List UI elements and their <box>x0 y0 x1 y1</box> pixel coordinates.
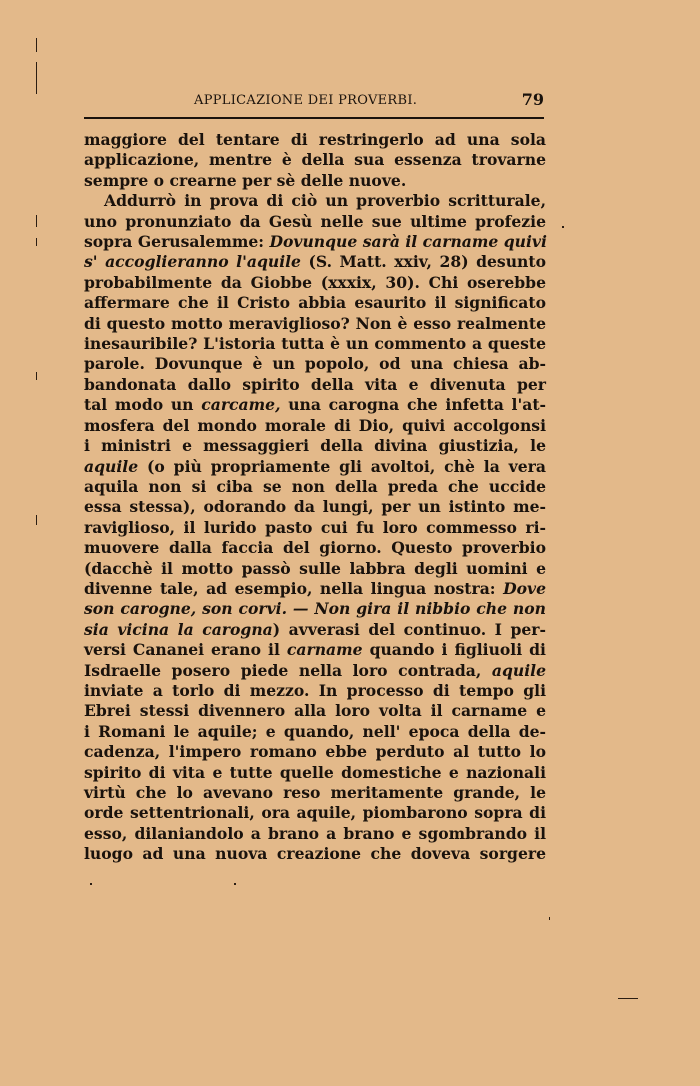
text-line <box>84 783 546 803</box>
margin-mark <box>36 38 37 52</box>
page-header <box>84 88 544 118</box>
italic-text: carname <box>286 640 363 660</box>
text-run: inviate a torlo di mezzo. In processo di tempo gli <box>84 680 546 700</box>
text-run: ) avverasi del continuo. I per- <box>272 619 546 639</box>
text-line <box>84 395 546 415</box>
speck <box>90 883 92 885</box>
text-line <box>84 518 546 538</box>
text-run: cadenza, l'impero romano ebbe perduto al tutto lo <box>84 742 546 762</box>
margin-mark <box>36 515 37 525</box>
text-run: applicazione, mentre è della sua essenza trovarne <box>84 150 546 170</box>
text-line <box>84 599 546 619</box>
text-run: luogo ad una nuova creazione che doveva sorgere <box>84 844 546 864</box>
text-run: Ebrei stessi divennero alla loro volta il carname e <box>84 701 546 721</box>
text-run: tal modo un <box>84 395 202 415</box>
text-line <box>84 844 546 864</box>
text-run: una carogna che infetta l'at- <box>280 395 546 415</box>
text-run: (S. Matt. xxiv, 28) desunto <box>300 252 546 272</box>
text-line <box>84 742 546 762</box>
text-line <box>84 620 546 640</box>
text-run: orde settentrionali, ora aquile, piombarono sopra di <box>84 803 546 823</box>
header-rule <box>84 117 544 119</box>
text-line <box>84 252 546 272</box>
text-run: Isdraelle posero piede nella loro contrada, <box>84 660 492 680</box>
margin-mark <box>36 238 37 246</box>
text-run: essa stessa), odorando da lungi, per un istinto me- <box>84 497 546 517</box>
text-run: inesauribile? L'istoria tutta è un commento a queste <box>84 334 546 354</box>
text-run: maggiore del tentare di restringerlo ad una sola <box>84 130 546 149</box>
margin-mark <box>36 215 37 227</box>
text-run: Addurrò in prova di ciò un proverbio scritturale, <box>104 191 546 211</box>
margin-mark <box>36 62 37 94</box>
text-run: di questo motto meraviglioso? Non è esso realmente <box>84 313 546 333</box>
text-run: parole. Dovunque è un popolo, od una chiesa ab- <box>84 354 546 374</box>
text-run: muovere dalla faccia del giorno. Questo proverbio <box>84 538 546 558</box>
text-line <box>84 640 546 660</box>
text-line <box>84 661 546 681</box>
italic-text: s' accoglieranno l'aquile <box>84 252 301 272</box>
text-run: (o più propriamente gli avoltoi, chè la vera <box>138 456 546 476</box>
text-line <box>84 457 546 477</box>
text-line <box>84 579 546 599</box>
speck <box>549 917 550 920</box>
text-run: bandonata dallo spirito della vita e divenuta per <box>84 374 546 394</box>
text-line <box>84 293 546 313</box>
text-line <box>84 354 546 374</box>
text-run: quando i figliuoli di <box>362 640 546 660</box>
text-run: virtù che lo avevano reso meritamente grande, le <box>84 783 546 802</box>
text-line <box>84 538 546 558</box>
margin-dash <box>618 998 638 999</box>
text-run: probabilmente da Giobbe (xxxix, 30). Chi oserebbe <box>84 272 546 292</box>
text-line <box>84 824 546 844</box>
italic-text: aquile <box>84 456 139 476</box>
text-line <box>84 334 546 354</box>
text-line <box>84 722 546 742</box>
text-run: versi Cananei erano il <box>84 640 287 660</box>
italic-text: Dovunque sarà il carname quivi <box>269 232 547 252</box>
text-run: esso, dilaniandolo a brano a brano e sgombrando il <box>84 823 546 843</box>
italic-text: son carogne, son corvi. — Non gira il nibbio che non <box>84 599 546 619</box>
text-line <box>84 191 546 211</box>
italic-text: aquile <box>491 660 546 680</box>
text-line <box>84 314 546 334</box>
text-run: i ministri e messaggieri della divina giustizia, le <box>84 436 546 456</box>
text-run: (dacchè il motto passò sulle labbra degli uomini e <box>84 558 546 578</box>
text-run: affermare che il Cristo abbia esaurito il significato <box>84 293 546 313</box>
text-line <box>84 212 546 232</box>
text-run: raviglioso, il lurido pasto cui fu loro commesso ri- <box>84 517 546 537</box>
running-head: APPLICAZIONE DEI PROVERBI. <box>194 93 418 108</box>
text-run: sempre o crearne per sè delle nuove. <box>84 170 407 190</box>
text-line <box>84 416 546 436</box>
text-run: uno pronunziato da Gesù nelle sue ultime profezie <box>84 211 546 231</box>
text-line <box>84 559 546 579</box>
body-text <box>84 130 546 865</box>
italic-text: carcame, <box>201 395 281 415</box>
text-run: mosfera del mondo morale di Dio, quivi accolgonsi <box>84 415 546 435</box>
text-line <box>84 273 546 293</box>
text-line <box>84 497 546 517</box>
italic-text: Dove <box>503 578 546 598</box>
text-line <box>84 171 546 191</box>
text-line <box>84 130 546 150</box>
page-number: 79 <box>521 90 544 109</box>
speck <box>562 226 564 228</box>
text-line <box>84 701 546 721</box>
text-line <box>84 477 546 497</box>
text-run: spirito di vita e tutte quelle domestiche e nazionali <box>84 762 546 782</box>
text-line <box>84 436 546 456</box>
text-line <box>84 763 546 783</box>
margin-mark <box>36 372 37 380</box>
text-line <box>84 232 546 252</box>
text-line <box>84 375 546 395</box>
text-run: aquila non si ciba se non della preda che uccide <box>84 476 546 496</box>
italic-text: sia vicina la carogna <box>84 619 273 639</box>
text-line <box>84 803 546 823</box>
text-line <box>84 150 546 170</box>
text-run: divenne tale, ad esempio, nella lingua nostra: <box>84 578 504 598</box>
text-run: sopra Gerusalemme: <box>84 232 270 252</box>
text-line <box>84 681 546 701</box>
speck <box>234 883 236 885</box>
text-run: i Romani le aquile; e quando, nell' epoca della de- <box>84 721 546 741</box>
